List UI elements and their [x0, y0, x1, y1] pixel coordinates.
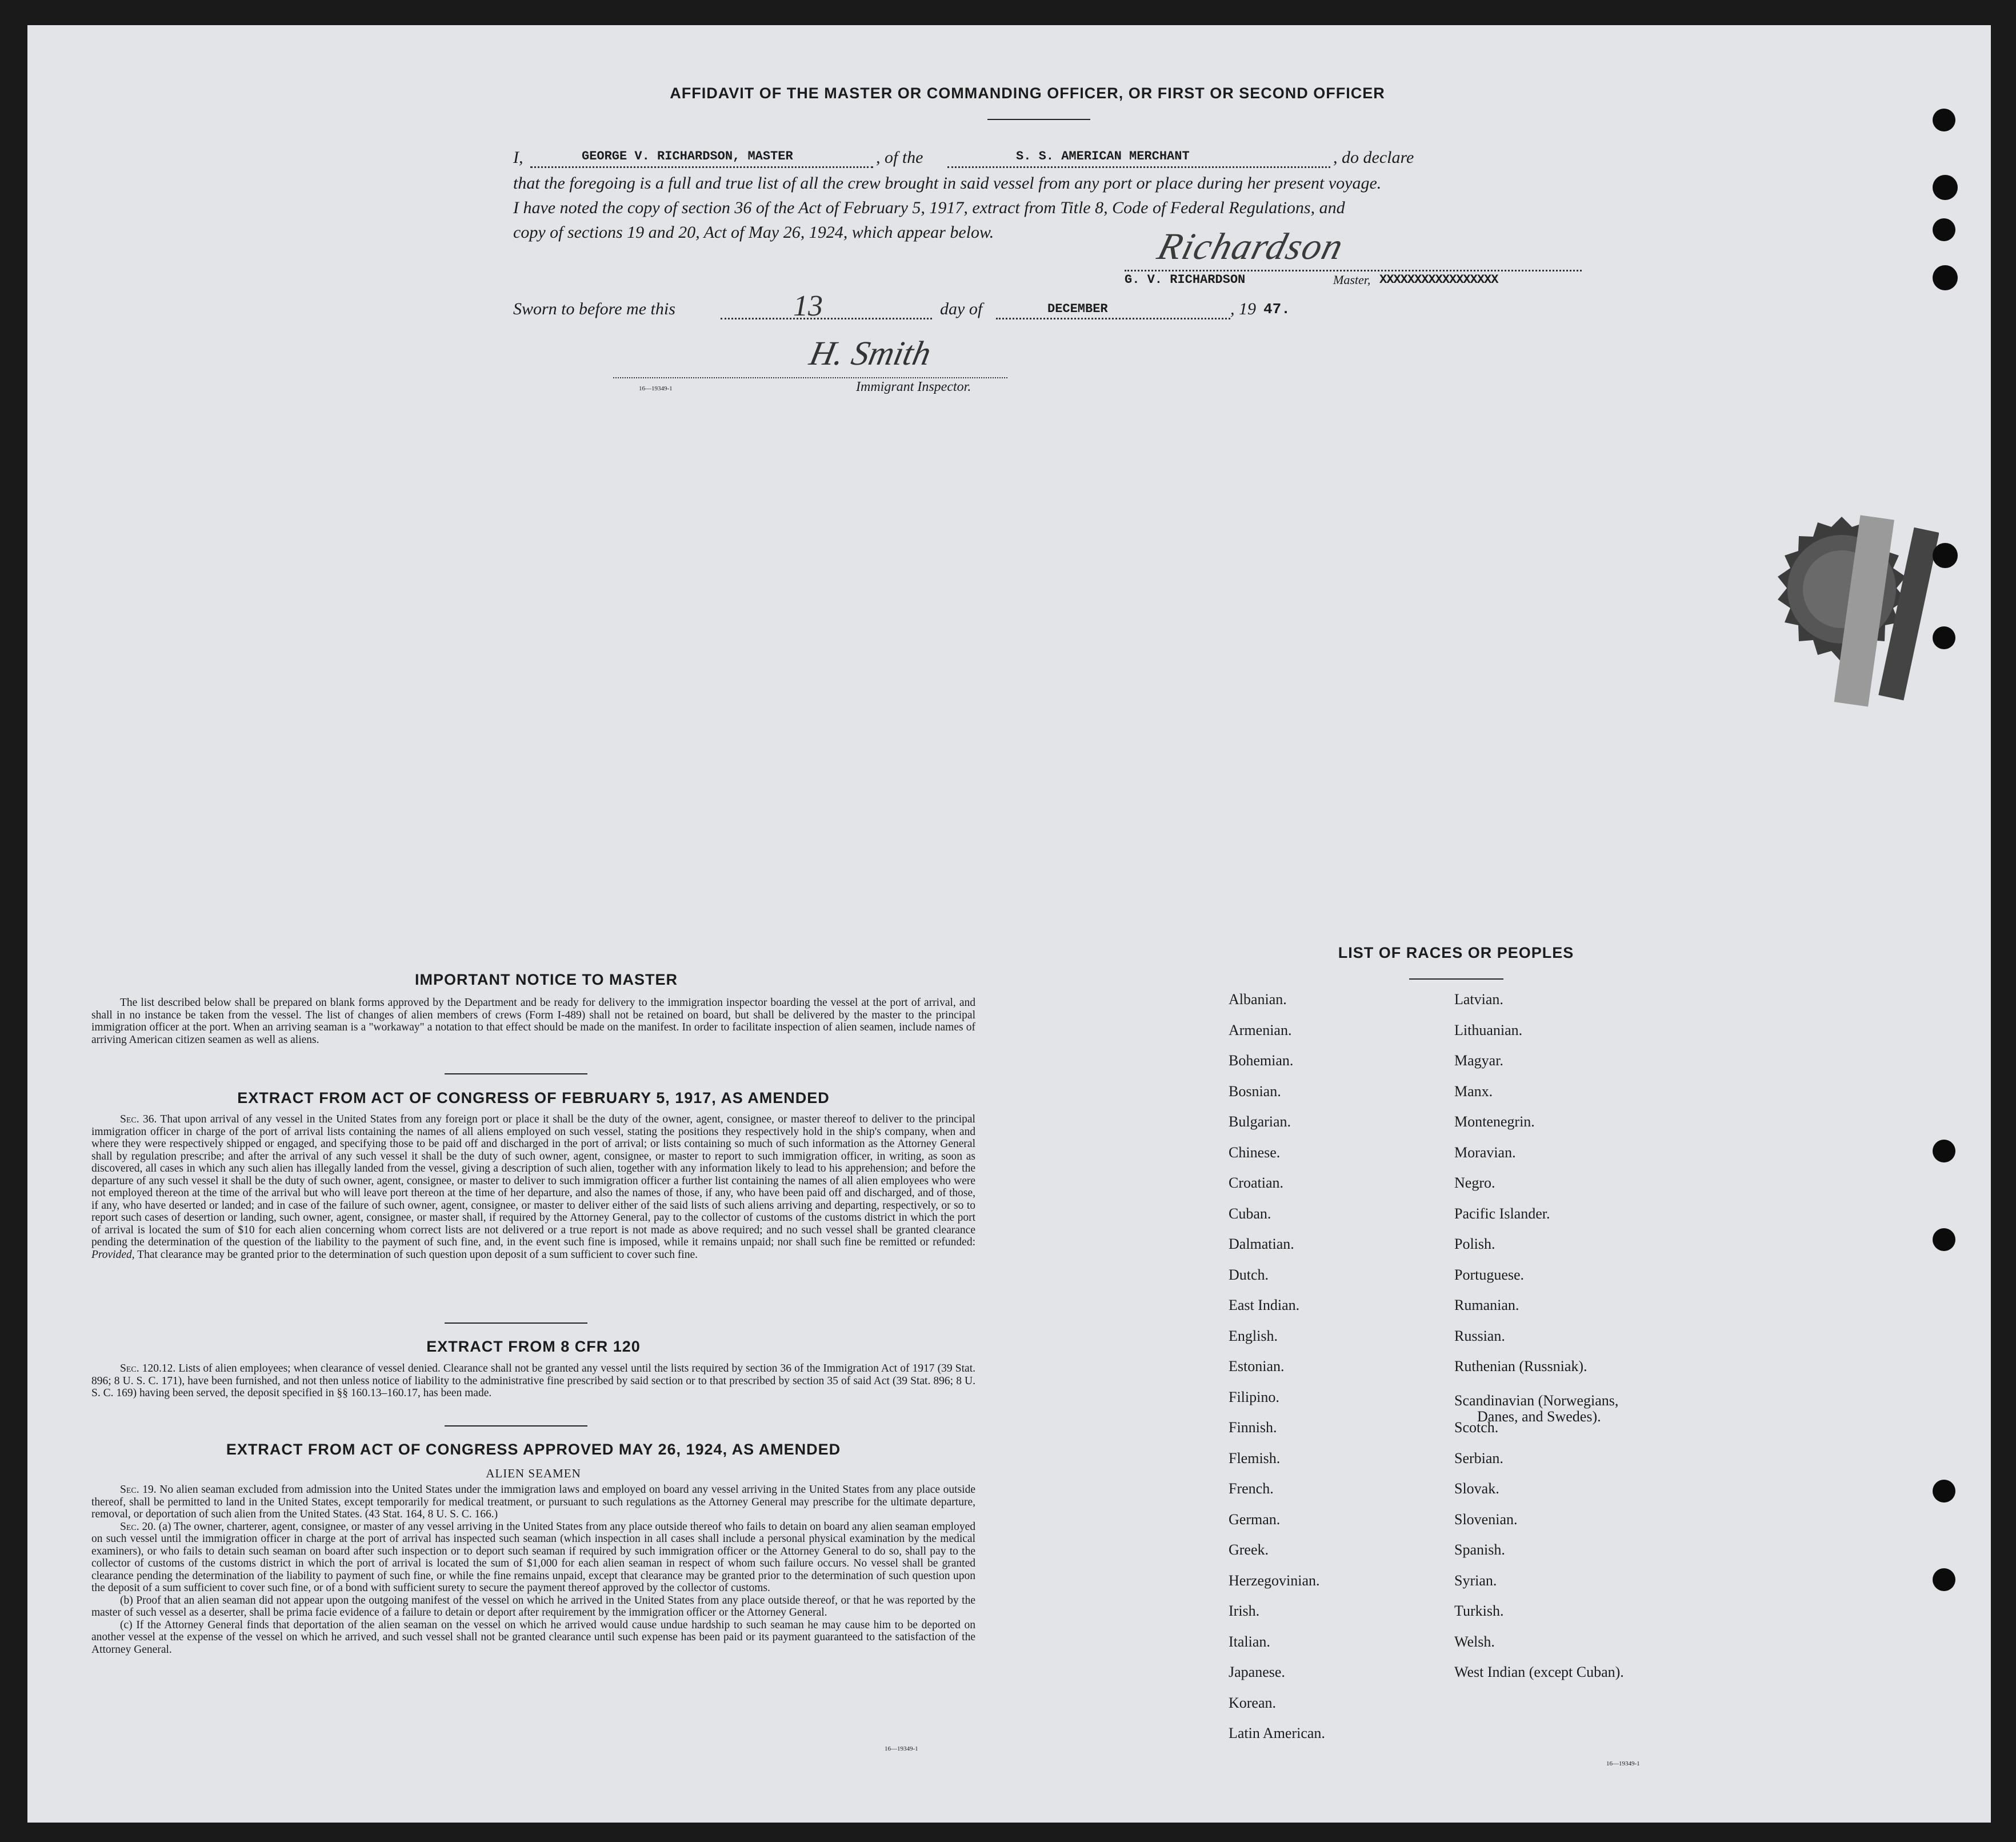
sec-20b-paragraph: (b) Proof that an alien seaman did not appear upon the outgoing manifest of the vessel on which he arrived in the United States from any place outside thereof, or that he was reported by the master of such vessel as a deserter, shall be prima facie evidence of a failure to detain or deport after requirement by the immigration officer or the Attorney General. — [91, 1594, 975, 1619]
sec-20a-paragraph — [91, 1521, 975, 1595]
race-item: Manx. — [1454, 1082, 1493, 1100]
race-item: Latvian. — [1454, 991, 1503, 1008]
title-divider — [987, 119, 1090, 120]
extract-1917-text — [91, 1113, 975, 1261]
day-line — [721, 318, 932, 319]
month-value: DECEMBER — [1047, 302, 1108, 316]
day-value: 13 — [793, 290, 823, 322]
race-item: Greek. — [1229, 1541, 1269, 1558]
race-item: Slovak. — [1454, 1480, 1499, 1497]
extract-cfr-body: Lists of alien employees; when clearance of vessel denied. Clearance shall not be granted any vessel until the lists required by section 36 of the Immigration Act of 1917 (39 Stat. 896; 8 U. S. C. 171), have been furnished, and not then unless notice of liability to the administrative fine prescribed by said section or to that prescribed by section 35 of said Act (39 Stat. 896; 8 U. S. C. 169) having been served, the deposit specified in §§ 160.13–160.17, has been made. — [91, 1362, 975, 1399]
race-item: East Indian. — [1229, 1297, 1300, 1313]
race-item: Italian. — [1229, 1633, 1270, 1650]
race-item: Montenegrin. — [1454, 1113, 1535, 1130]
notary-seal — [1756, 494, 1939, 722]
inspector-line — [613, 377, 1007, 378]
race-item: Rumanian. — [1454, 1297, 1519, 1313]
race-item: Filipino. — [1229, 1388, 1279, 1405]
race-item: Ruthenian (Russniak). — [1454, 1358, 1587, 1374]
extract-1917-body-end: That clearance may be granted prior to the determination of such question upon deposit of a sum sufficient to cover such fine. — [137, 1248, 698, 1261]
race-item: Spanish. — [1454, 1541, 1505, 1558]
inspector-signature: H. Smith — [806, 334, 935, 372]
race-item: German. — [1229, 1511, 1281, 1528]
race-item: French. — [1229, 1480, 1274, 1497]
binder-hole-5 — [1933, 543, 1958, 568]
binder-hole-4 — [1933, 265, 1958, 290]
race-item: Serbian. — [1454, 1449, 1503, 1467]
races-divider — [1409, 978, 1503, 980]
sec-20c-paragraph: (c) If the Attorney General finds that deportation of the alien seaman on the vessel on which he arrived would cause undue hardship to such seaman he may cause him to be deported on another vessel at the expense of the vessel on which he arrived, and such vessel shall not be granted clearance until such expense has been paid or its payment guaranteed to the satisfaction of the Attorney General. — [91, 1619, 975, 1656]
affidavit-title: AFFIDAVIT OF THE MASTER OR COMMANDING OFFICER, OR FIRST OR SECOND OFFICER — [670, 85, 1385, 102]
race-item: Russian. — [1454, 1327, 1505, 1344]
race-item: Finnish. — [1229, 1419, 1277, 1436]
struck-title: XXXXXXXXXXXXXXXXX — [1379, 273, 1498, 287]
race-item: Armenian. — [1229, 1021, 1292, 1038]
race-item: Croatian. — [1229, 1174, 1284, 1191]
day-of-label: day of — [940, 299, 983, 318]
extract-1917-title: EXTRACT FROM ACT OF CONGRESS OF FEBRUARY 5, 1917, AS AMENDED — [237, 1089, 830, 1106]
sec-20-label: Sec. 20. — [120, 1520, 156, 1533]
extract-1924-title: EXTRACT FROM ACT OF CONGRESS APPROVED MAY 26, 1924, AS AMENDED — [226, 1441, 841, 1458]
affidavit-line-1 — [513, 148, 1599, 171]
sec-19-body: No alien seaman excluded from admission into the United States under the immigration laws and employed on board any vessel arriving in the United States from any place outside thereof, shall be permitted to land in the United States, except temporarily for medical treatment, or pursuant to such regulations as the Attorney General may prescribe for the ultimate departure, removal, or deportation of such alien from the United States. (43 Stat. 164, 8 U. S. C. 166.) — [91, 1484, 975, 1520]
binder-hole-8 — [1933, 1228, 1955, 1251]
divider-3 — [445, 1425, 587, 1427]
typed-master-name: G. V. RICHARDSON — [1125, 273, 1246, 287]
race-item: Korean. — [1229, 1694, 1277, 1711]
affidavit-form-number: 16—19349-1 — [639, 385, 673, 392]
binder-hole-9 — [1933, 1480, 1955, 1503]
sworn-line — [513, 290, 1370, 322]
race-item: Latin American. — [1229, 1725, 1325, 1741]
vessel-value: S. S. AMERICAN MERCHANT — [1016, 149, 1190, 163]
race-item: Negro. — [1454, 1174, 1495, 1191]
affidavit-line-4: copy of sections 19 and 20, Act of May 26, 1924, which appear below. — [513, 223, 994, 242]
race-item: Turkish. — [1454, 1603, 1504, 1619]
race-item: Moravian. — [1454, 1144, 1516, 1161]
affidavit-line-2: that the foregoing is a full and true list of all the crew brought in said vessel from any port or place during her present voyage. — [513, 174, 1382, 193]
extract-1917-body: That upon arrival of any vessel in the United States from any foreign port or place it shall be the duty of the owner, agent, consignee, or master thereof to deliver to the principal immigration officer in charge of the port of arrival lists containing the names of all aliens employed on such vessel, stating the positions they respectively hold in the ship's company, when and where they were respectively shipped or engaged, and specifying those to be paid off and discharged in the port of arrival; or lists containing so much of such information as the Attorney General shall by regulation prescribe; and after the arrival of any such vessel it shall be the duty of such owner, agent, consignee, or master to report to such immigration officer, in writing, as soon as discovered, all cases in which any such alien has illegally landed from the vessel, giving a description of such alien, together with any information likely to lead to his apprehension; and before the departure of any such vessel it shall be the duty of such owner, agent, consignee, or master to deliver to such immigration officer a further list containing the names of all alien employees who were not employed thereon at the time of the arrival but who will leave port thereon at the time of her departure, and also the names of those, if any, who have been paid off and discharged, and of those, if any, who have deserted or landed; and in case of the failure of such owner, agent, consignee, or master to deliver either of the said lists of such aliens arriving and departing, respectively, or so to report such cases of desertion or landing, such owner, agent, consignee, or master shall, if required by the Attorney General, pay to the collector of customs of the customs district in which the port of arrival is located the sum of $10 for each alien concerning whom correct lists are not delivered or a true report is not made as above required; and no such vessel shall be granted clearance pending the determination of the question of the liability to the payment of such fine, and, in the event such fine is imposed, while it remains unpaid; nor shall such fine be remitted or refunded: — [91, 1113, 975, 1248]
race-item: Polish. — [1454, 1236, 1495, 1252]
race-item: Japanese. — [1229, 1664, 1285, 1680]
divider-2 — [445, 1322, 587, 1324]
extract-1917-sec: Sec. 36. — [120, 1113, 157, 1125]
race-item: Bulgarian. — [1229, 1113, 1291, 1130]
races-title: LIST OF RACES OR PEOPLES — [1338, 944, 1574, 961]
extract-1917-provided: Provided, — [91, 1248, 135, 1261]
binder-hole-1 — [1933, 109, 1955, 131]
race-item: Scandinavian (Norwegians, — [1454, 1392, 1619, 1409]
race-item: Flemish. — [1229, 1449, 1281, 1467]
race-item: Herzegovinian. — [1229, 1572, 1320, 1589]
race-item: Welsh. — [1454, 1633, 1495, 1650]
race-item: Syrian. — [1454, 1572, 1497, 1589]
binder-hole-6 — [1933, 626, 1955, 649]
race-item: Danes, and Swedes). — [1477, 1408, 1601, 1425]
race-item: Albanian. — [1229, 991, 1287, 1008]
do-declare-label: , do declare — [1333, 148, 1414, 167]
binder-hole-7 — [1933, 1140, 1955, 1162]
race-item: Chinese. — [1229, 1144, 1281, 1161]
race-item: Cuban. — [1229, 1205, 1271, 1222]
race-item: Portuguese. — [1454, 1266, 1525, 1283]
race-item: Bosnian. — [1229, 1082, 1281, 1100]
master-label: Master, — [1333, 273, 1371, 287]
master-name-line — [530, 166, 873, 168]
document-page — [27, 25, 1991, 1823]
extract-cfr-text — [91, 1362, 975, 1400]
master-name-value: GEORGE V. RICHARDSON, MASTER — [582, 149, 793, 163]
extract-1924-subtitle: ALIEN SEAMEN — [486, 1467, 581, 1480]
extract-1924-text — [91, 1484, 975, 1656]
notice-title: IMPORTANT NOTICE TO MASTER — [415, 971, 678, 988]
race-item: Lithuanian. — [1454, 1021, 1523, 1038]
vessel-line — [947, 166, 1330, 168]
master-signature: Richardson — [1153, 226, 1349, 267]
year-value: 47. — [1263, 301, 1290, 318]
month-line — [996, 318, 1230, 319]
race-item: Magyar. — [1454, 1052, 1503, 1069]
race-item: Dutch. — [1229, 1266, 1269, 1283]
race-item: English. — [1229, 1327, 1278, 1344]
of-the-label: , of the — [876, 148, 923, 167]
notice-text: The list described below shall be prepared on blank forms approved by the Department and be ready for delivery to the immigration inspector boarding the vessel at the port of arrival, and shall in no instance be taken from the vessel. The list of changes of alien members of crews (Form I-489) shall not be retained on board, but shall be delivered by the master to the principal immigration officer at the port. When an arriving seaman is a "workaway" a notation to that effect should be made on the manifest. In order to facilitate inspection of alien seamen, include names of arriving American citizen seamen as well as aliens. — [91, 997, 975, 1046]
lead-i: I, — [513, 148, 523, 167]
sec-19-paragraph — [91, 1484, 975, 1521]
sworn-label: Sworn to before me this — [513, 299, 675, 318]
extract-cfr-title: EXTRACT FROM 8 CFR 120 — [426, 1338, 641, 1355]
sec-20a-body: (a) The owner, charterer, agent, consignee, or master of any vessel arriving in the United States from any place outside thereof who fails to detain on board any alien seaman employed on such vessel until the immigration officer in charge at the port of arrival has inspected such seaman (which inspection in all cases shall include a personal physical examination by the medical examiners), or who fails to detain such seaman on board after such inspection or to deport such seaman if required by such immigration officer or the Attorney General to do so, shall pay to the collector of customs of the customs district in which the port of arrival is located the sum of $1,000 for each alien seaman in respect of whom such failure occurs. No vessel shall be granted clearance pending the determination of the liability to payment of such fine, or while the fine remains unpaid, except that clearance may be granted prior to the determination of such question upon the deposit of a sum sufficient to cover such fine, or of a bond with sufficient surety to secure the payment thereof approved by the collector of customs. — [91, 1520, 975, 1594]
affidavit-line-3: I have noted the copy of section 36 of the Act of February 5, 1917, extract from Title 8, Code of Federal Regulations, and — [513, 198, 1345, 217]
binder-hole-2 — [1933, 175, 1958, 200]
extract-cfr-sec: Sec. 120.12. — [120, 1362, 176, 1374]
extract-form-number: 16—19349-1 — [885, 1745, 918, 1752]
binder-hole-10 — [1933, 1568, 1955, 1591]
race-item: Pacific Islander. — [1454, 1205, 1550, 1222]
signature-line — [1125, 270, 1582, 271]
race-item: Scotch. — [1454, 1419, 1499, 1436]
race-item: Dalmatian. — [1229, 1236, 1294, 1252]
race-item: Irish. — [1229, 1603, 1260, 1619]
race-item: West Indian (except Cuban). — [1454, 1664, 1624, 1680]
races-form-number: 16—19349-1 — [1606, 1760, 1640, 1767]
race-item: Estonian. — [1229, 1358, 1285, 1374]
divider-1 — [445, 1073, 587, 1074]
race-item: Slovenian. — [1454, 1511, 1518, 1528]
year-prefix: , 19 — [1230, 299, 1256, 318]
sec-19-label: Sec. 19. — [120, 1484, 157, 1496]
binder-hole-3 — [1933, 218, 1955, 241]
inspector-label: Immigrant Inspector. — [856, 379, 971, 394]
race-item: Bohemian. — [1229, 1052, 1294, 1069]
